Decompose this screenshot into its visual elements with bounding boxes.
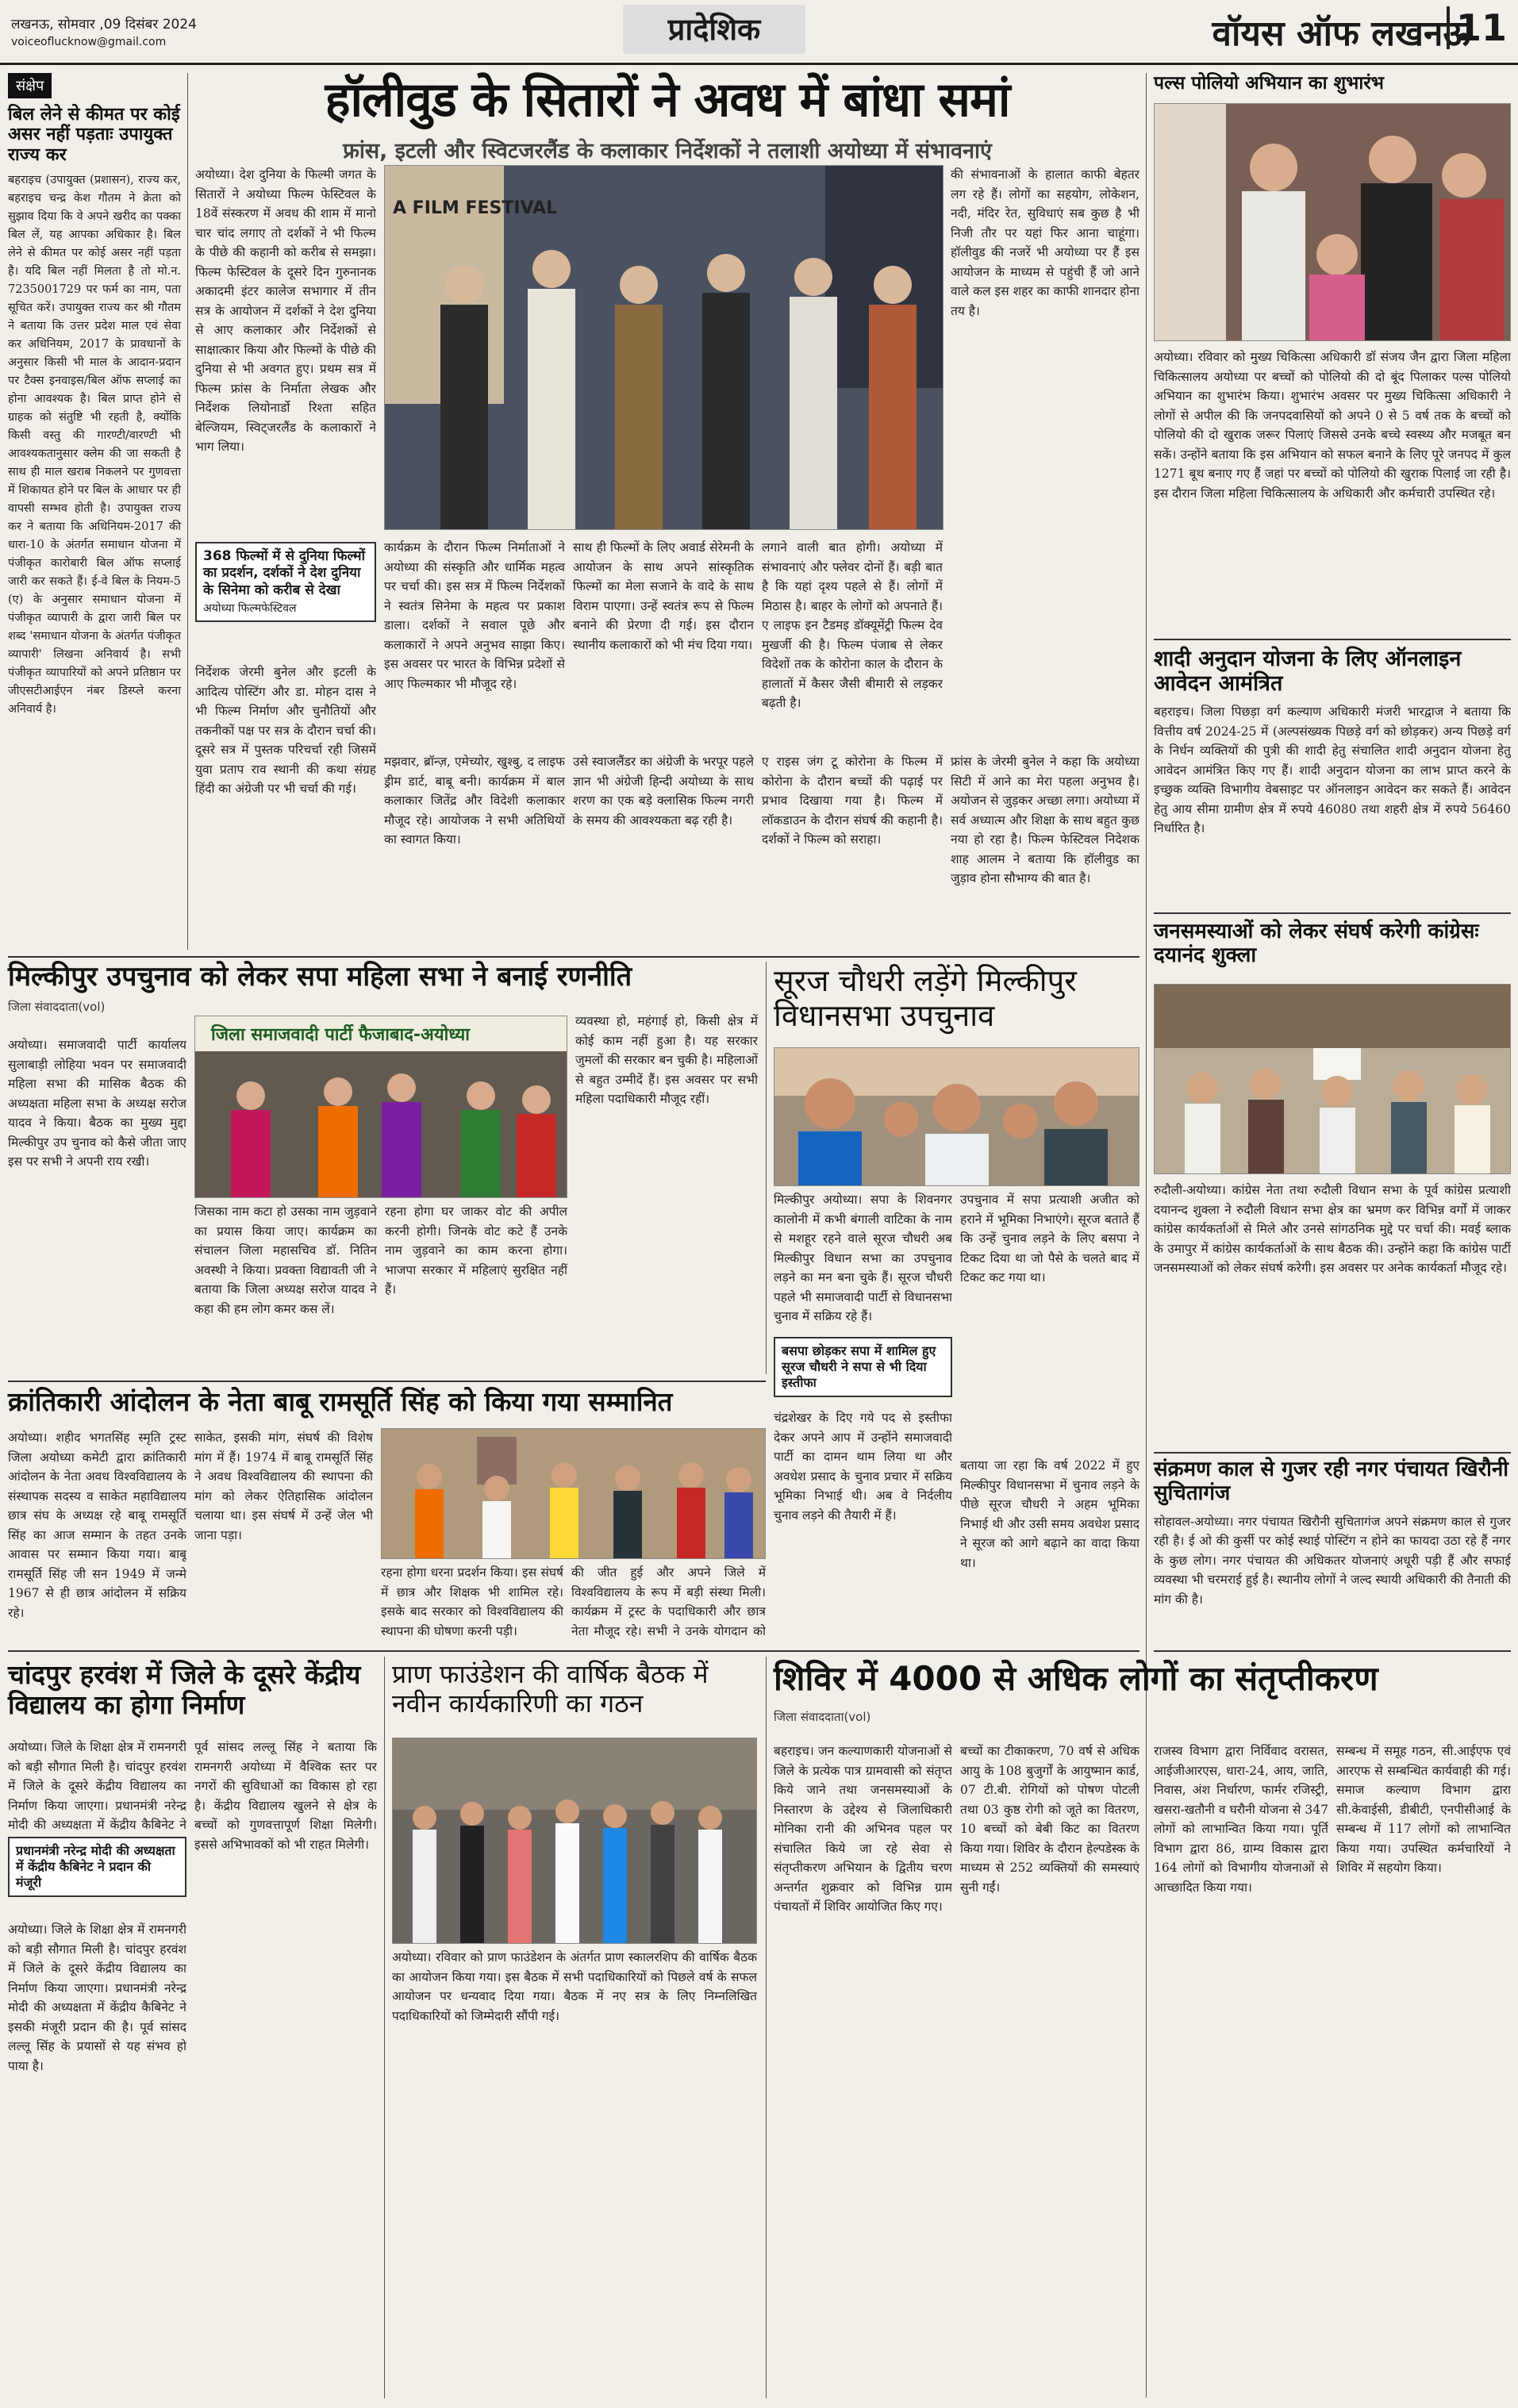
milkipur-sabha-byline: जिला संवाददाता(vol) — [8, 1000, 106, 1015]
sabha-banner-text: जिला समाजवादी पार्टी फैजाबाद-अयोध्या — [211, 1025, 471, 1045]
suraj-headline: सूरज चौधरी लड़ेंगे मिल्कीपुर विधानसभा उपचुनाव — [774, 963, 1077, 1033]
suraj-col2: उपचुनाव में सपा प्रत्याशी अजीत को हराने में भूमिका निभाएंगे। सूरज बताते हैं कि उन्हें चुनाव लड़ने के लिए बसपा ने टिकट दिया था जो पैसे के चलते बाद में टिकट कट गया था। — [960, 1192, 1139, 1285]
hollywood-col1b: निर्देशक जेरमी बुनेल और इटली के आदित्य पोस्टिंग और डा. मोहन दास ने भी फिल्म निर्माण और चुनौतियों और तकनीकों पक्ष पर सत्र के दौरान चर्चा की। दूसरे सत्र में पुस्तक परिचर्चा रही जिसमें युवा प्रताप राव स्थानी की कथा संग्रह हिंदी का अंग्रेजी पर भी चर्चा की गई। — [195, 665, 376, 796]
pran-story — [392, 1660, 761, 1719]
brief-title: बिल लेने से कीमत पर कोई असर नहीं पड़ताः उपायुक्त राज्य कर — [8, 105, 180, 165]
sabha-photo — [194, 1016, 567, 1198]
milkipur-sabha-col1: अयोध्या। समाजवादी पार्टी कार्यालय सुलाबाड़ी लोहिया भवन पर समाजवादी महिला सभा की मासिक बैठक की अध्यक्षता महिला सभा के अध्यक्ष सरोज यादव ने किया। बैठक का मुख्य मुद्दा मिल्कीपुर उप चुनाव को कैसे जीता जाए इस पर सभी ने अपनी राय रखी। — [8, 1038, 186, 1169]
shivir-byline: जिला संवाददाता(vol) — [774, 1710, 871, 1725]
suraj-callout: बसपा छोड़कर सपा में शामिल हुए सूरज चौधरी ने सपा से भी दिया इस्तीफा — [774, 1337, 952, 1397]
krantikari-col4: की जीत हुई और अपने जिले में विश्वविद्यालय के रूप में बड़ी संस्था मिली। कार्यक्रम में ट्रस्ट के पदाधिकारी और छात्र नेता मौजूद रहे। सभी ने उनके योगदान को — [571, 1565, 766, 1638]
krantikari-photo — [381, 1428, 766, 1559]
pran-headline: प्राण फाउंडेशन की वार्षिक बैठक में नवीन कार्यकारिणी का गठन — [392, 1659, 709, 1719]
krantikari-headline: क्रांतिकारी आंदोलन के नेता बाबू रामसूर्ति सिंह को किया गया सम्मानित — [8, 1386, 673, 1417]
milkipur-sabha-col4: व्यवस्था हो, महंगाई हो, किसी क्षेत्र में कोई काम नहीं हुआ है। यह सरकार जुमलों की सरकार बन चुकी है। महिलाओं से बहुत उम्मीदें हैं। इस अवसर पर सभी महिला पदाधिकारी मौजूद रहीं। — [575, 1014, 758, 1106]
brief-body: बहराइच (उपायुक्त (प्रशासन), राज्य कर, बहराइच चन्द्र केश गौतम ने क्रेता को सुझाव दिया कि वे अपने खरीद का पक्का बिल लें, यह आपका अधिकार है। बिल लेने से कीमत पर कोई असर नहीं पड़ता है। यदि बिल नहीं मिलता है तो मो.न. 7235001729 पर फर्म का नाम, पता सूचित करें। उपायुक्त राज्य कर श्री गौतम ने बताया कि उत्तर प्रदेश माल एवं सेवा कर अधिनियम, 2017 के प्रावधानों के अनुसार किसी भी माल के आदान-प्रदान पर टैक्स इनवाइस/बिल ऑफ सप्लाई का होना आवश्यक है। बिल प्राप्त होने से ग्राहक को संतुष्टि भी रहती है, क्योंकि किसी वस्तु की गारण्टी/वारण्टी भी आवश्यकतानुसार क्लेम की जा सकती है साथ ही माल खराब निकलने पर गुणवत्ता में शिकायत होने पर बिल के आधार पर ही वापसी सम्भव होती है। उपायुक्त राज्य कर ने बताया कि अधिनियम-2017 की धारा-10 के अंतर्गत समाधान योजना में पंजीकृत कारोबारी बिल ऑफ सप्लाई जारी कर सकते हैं। ई-वे बिल के नियम-5 (ए) के अनुसार समाधान योजना में पंजीकृत व्यापारी के द्वारा जारी बिल पर शब्द 'समाधान योजना के अंतर्गत पंजीकृत व्यापारी' लिखना अनिवार्य है। सभी पंजीकृत व्यापारियों को अपने प्रतिष्ठान पर जीएसटीआईएन नंबर डिस्प्ले करना अनिवार्य है। — [8, 173, 181, 716]
hollywood-col5: की संभावनाओं के हालात काफी बेहतर लग रहे हैं। लोगों का सहयोग, लोकेशन, नदी, मंदिर रेत, सुविधाएं सब कुछ है भी निजी तौर पर यहां फिर आना चाहूंगा। हॉलीवुड की नजरें भी अयोध्या पर हैं इस आयोजन के माध्यम से पहुंची हैं जो आने वाले कल इस शहर का काफी शानदार होना तय है। — [951, 167, 1139, 318]
page-number: 11 — [1447, 6, 1507, 49]
festival-photo — [384, 165, 943, 530]
shadi-title: शादी अनुदान योजना के लिए ऑनलाइन आवेदन आमंत्रित — [1154, 647, 1462, 697]
shivir-story — [774, 1660, 1512, 1725]
chandpur-story — [8, 1660, 377, 1720]
hollywood-col3: साथ ही फिल्मों के लिए अवार्ड सेरेमनी के आयोजन के साथ अपने सांस्कृतिक फिल्मों का मेला सजाने के वादे के साथ विराम पाएगा। उन्हें स्वतंत्र रूप से फिल्म बनाने की प्रेरणा दी गई। इस दौरान स्थानीय कलाकारों को भी मंच दिया गया। — [573, 540, 754, 652]
brand-name: वॉयस ऑफ लखनऊ — [1212, 13, 1470, 54]
jansamasya-body: रुदौली-अयोध्या। कांग्रेस नेता तथा रुदौली विधान सभा के पूर्व कांग्रेस प्रत्याशी दयानन्द शुक्ला ने रुदौली विधान सभा क्षेत्र का भ्रमण कर विभिन्न वर्गों में जाकर कांग्रेस कार्यकर्ताओं से मिले और उनसे सांगठनिक मुद्दे पर चर्चा की। मवई ब्लाक के उमापुर में कांग्रेस कार्यकर्ताओं के साथ बैठक की। उन्होंने कहा कि कांग्रेस पार्टी जनसमस्याओं को लेकर संघर्ष करेगी। इस अवसर पर अनेक कार्यकर्ता मौजूद रहे। — [1154, 1183, 1511, 1275]
krantikari-story — [8, 1387, 766, 1417]
hollywood-col2b: मझवार, ब्रॉन्ज़, एमेच्योर, खुश्बु, द लाइफ ड्रीम डार्ट, बाबू बनी। कार्यक्रम में बाल कलाकार जितेंद्र और विदेशी कलाकार मौजूद रहे। आयोजक ने सभी अतिथियों का स्वागत किया। — [384, 755, 565, 847]
pran-photo — [392, 1738, 757, 1944]
pran-col1: अयोध्या। रविवार को प्राण फाउंडेशन के अंतर्गत प्राण स्कालरशिप की वार्षिक बैठक का आयोजन किया गया। इस बैठक में सभी पदाधिकारियों को पिछले वर्ष के सफल आयोजन पर धन्यवाद दिया गया। बैठक में नए सत्र के लिए निम्नलिखित पदाधिकारियों को जिम्मेदारी सौंपी गई। — [392, 1950, 757, 2023]
krantikari-col3: रहना होगा धरना प्रदर्शन किया। इस संघर्ष में छात्र और शिक्षक भी शामिल रहे। इसके बाद सरकार को विश्वविद्यालय की स्थापना की घोषणा करनी पड़ी। — [381, 1565, 563, 1638]
milkipur-sabha-col3: रहना होगा घर जाकर वोट की अपील करनी होगी। जिनके वोट कटे हैं उनके नाम जुड़वाने का काम करना होगा। भाजपा सरकार में महिलाएं सुरक्षित नहीं हैं। — [385, 1204, 567, 1296]
krantikari-col1: अयोध्या। शहीद भगतसिंह स्मृति ट्रस्ट जिला अयोध्या कमेटी द्वारा क्रांतिकारी आंदोलन के नेता अवध विश्वविद्यालय के संस्थापक सदस्य व साकेत महाविद्यालय छात्र संघ के अध्यक्ष रहे बाबू रामसूर्ति सिंह का आज सम्मान के तहत उनके आवास पर सम्मान किया गया। बाबू रामसूर्ति सिंह जी सन 1949 में जन्मे 1967 से ही छात्र आंदोलन में सक्रिय रहे। — [8, 1431, 186, 1620]
contact-email[interactable]: voiceoflucknow@gmail.com — [11, 36, 167, 48]
polio-photo — [1154, 103, 1511, 341]
hollywood-subhead: फ्रांस, इटली और स्विटजरलैंड के कलाकार निर्देशकों ने तलाशी अयोध्या में संभावनाएं — [343, 139, 992, 163]
sankraman-body: सोहावल-अयोध्या। नगर पंचायत खिरौनी सुचितागंज अपने संक्रमण काल से गुजर रही है। ई ओ की कुर्सी पर कोई स्थाई पोस्टिंग न होने का फायदा उठा रहे हैं नगर के कुछ लोग। नगर पंचायत की अधिकतर योजनाएं अधूरी पड़ी हैं और सफाई व्यवस्था भी चरमराई हुई है। स्थानीय लोगों ने जल्द स्थायी अधिकारी की तैनाती की मांग की है। — [1154, 1514, 1511, 1607]
jansamasya-story — [1154, 920, 1511, 968]
photo-banner-text: A FILM FESTIVAL — [393, 198, 558, 218]
hollywood-col2: कार्यक्रम के दौरान फिल्म निर्माताओं ने अयोध्या की संस्कृति और धार्मिक महत्व पर चर्चा की। इस सत्र में फिल्म निर्देशकों ने स्वतंत्र सिनेमा के महत्व पर प्रकाश डाला। दर्शकों ने सवाल पूछे और कलाकारों ने अपने अनुभव साझा किए। इस अवसर पर भारत के विभिन्न प्रदेशों से आए फिल्मकार भी मौजूद रहे। — [384, 540, 565, 691]
hollywood-col4b: ए राइस जंग टू कोरोना के फिल्म में कोरोना के दौरान बच्चों की पढ़ाई पर प्रभाव दिखाया गया है। फिल्म में लॉकडाउन के दौरान संघर्ष की कहानी है। दर्शकों ने फिल्म को सराहा। — [762, 755, 943, 847]
hollywood-col4: लगाने वाली बात होगी। अयोध्या में संभावनाएं और फ्लेवर दोनों हैं। बड़ी बात है कि यहां दृश्य पहले से हैं। लोगों में मिठास है। बाहर के लोगों को अपनाते हैं। ए लाइफ इन टैडमइ डॉक्यूमेंट्री फिल्म देव मुखर्जी की है। फिल्म पंजाब से लेकर विदेशों तक के कोरोना काल के दौरान के हालातों में कैसर जैसी बीमारी से लड़कर बढ़ती है। — [762, 540, 943, 710]
masthead — [0, 0, 1518, 65]
callout-text: 368 फिल्मों में से दुनिया फिल्मों का प्रदर्शन, दर्शकों ने देश दुनिया के सिनेमा को करीब से देखा — [203, 548, 366, 598]
brief-column — [8, 73, 181, 950]
jansamasya-title: जनसमस्याओं को लेकर संघर्ष करेगी कांग्रेसः दयानंद शुक्ला — [1154, 920, 1479, 967]
hollywood-col1: अयोध्या। देश दुनिया के फिल्मी जगत के सितारों ने अयोध्या फिल्म फेस्टिवल के 18वें संस्करण में अवध की शाम में मानो चार चांद लगाए तो दर्शकों ने भी फिल्म के पीछे की कहानी को करीब से समझा। फिल्म फेस्टिवल के दूसरे दिन गुरुनानक अकादमी इंटर कालेज सभागार में तीन सत्र के आयोजन में दर्शकों ने देश दुनिया से आए कलाकार और निर्देशकों से साक्षात्कार किया और फिल्मों के पीछे की दुनिया से भी अवगत हुए। प्रथम सत्र में फिल्म फ्रांस के निर्माता लेखक और निर्देशक लियोनार्डो रिश्ता सहित बेल्जियम, स्विट्जरलैंड के कलाकारों ने भाग लिया। — [195, 167, 376, 454]
chandpur-headline: चांदपुर हरवंश में जिले के दूसरे केंद्रीय विद्यालय का होगा निर्माण — [8, 1659, 361, 1720]
milkipur-sabha-headline: मिल्कीपुर उपचुनाव को लेकर सपा महिला सभा ने बनाई रणनीति — [8, 961, 632, 993]
chandpur-callout: प्रधानमंत्री नरेन्द्र मोदी की अध्यक्षता में केंद्रीय कैबिनेट ने प्रदान की मंजूरी — [8, 1837, 186, 1897]
shivir-headline: शिविर में 4000 से अधिक लोगों का संतृप्तीकरण — [774, 1659, 1378, 1698]
callout-byline: अयोध्या फिल्मफेस्टिवल — [203, 601, 297, 615]
polio-body: अयोध्या। रविवार को मुख्य चिकित्सा अधिकारी डॉ संजय जैन द्वारा जिला महिला चिकित्सालय अयोध्या पर बच्चों को पोलियो की दो बूंद पिलाकर पल्स पोलियो अभियान का शुभारंभ किया। शुभारंभ अवसर पर मुख्य चिकित्सा अधिकारी ने लोगों से अपील की कि जनपदवासियों को अपने 0 से 5 वर्ष तक के बच्चों को पोलियो की दो खुराक जरूर पिलाएं जिससे उनके बच्चे स्वस्थ्य और मजबूत बन सकें। उन्होंने बताया कि इस अभियान को सफल बनाने के लिए पूरे जनपद में कुल 1271 बूथ बनाए गए हैं जहां पर बच्चों को पोलियो की खुराक पिलाई जा रही है। इस दौरान जिला महिला चिकित्सालय के अधिकारी और कर्मचारी उपस्थित रहे। — [1154, 350, 1511, 501]
shadi-story — [1154, 647, 1511, 901]
polio-title: पल्स पोलियो अभियान का शुभारंभ — [1154, 73, 1384, 94]
jansamasya-photo — [1154, 984, 1511, 1174]
shivir-col3: राजस्व विभाग द्वारा निर्विवाद वरासत, आईजीआरएस, धारा-24, आय, जाति, निवास, अंश निर्धारण, फार्मर रजिस्ट्री, खसरा-खतौनी व घरौनी योजना से 347 लोगों को लाभान्वित किया गया। पूर्ति विभाग द्वारा 86, ग्राम्य विकास द्वारा 164 लोगों को विभागीय योजनाओं से आच्छादित किया गया। — [1154, 1744, 1328, 1895]
hollywood-col5b: फ्रांस के जेरमी बुनेल ने कहा कि अयोध्या सिटी में आने का मेरा पहला अनुभव है। अयोजन से जुड़कर अच्छा लगा। अयोध्या में सर्व अध्यात्म और शिक्षा के साथ बहुत कुछ नया हो रहा है। फिल्म फेस्टिवल निदेशक शाह आलम ने बताया कि हॉलीवुड का जुड़ाव होना सौभाग्य की बात है। — [951, 755, 1139, 885]
hollywood-headline: हॉलीवुड के सितारों ने अवध में बांधा समां — [325, 72, 1010, 128]
sankraman-title: संक्रमण काल से गुजर रही नगर पंचायत खिरौनी सुचितागंज — [1154, 1457, 1509, 1505]
hollywood-callout — [195, 542, 376, 622]
shivir-col1: बहराइच। जन कल्याणकारी योजनाओं से जिले के प्रत्येक पात्र ग्रामवासी को संतृप्त किये जाने तथा जनसमस्याओं के निस्तारण के उद्देश्य से जिलाधिकारी मोनिका रानी की अभिनव पहल पर संचालित किये जा रहे सेवा से संतृप्तीकरण अभियान के द्वितीय चरण अन्तर्गत शुक्रवार को विभिन्न ग्राम पंचायतों में शिविर आयोजित किए गए। — [774, 1744, 952, 1914]
suraj-col1: मिल्कीपुर अयोध्या। सपा के शिवनगर कालोनी में कभी बंगाली वाटिका के नाम से मशहूर रहने वाले सूरज चौधरी अब मिल्कीपुर विधान सभा का उपचुनाव लड़ने का मन बना चुके हैं। सूरज चौधरी पहले भी समाजवादी पार्टी से विधानसभा चुनाव में सक्रिय रहे हैं। — [774, 1192, 952, 1323]
chandpur-col2: पूर्व सांसद लल्लू सिंह ने बताया कि रामनगरी अयोध्या में वैश्विक स्तर पर नगरों की सुविधाओं का विकास हो रहा है। केंद्रीय विद्यालय खुलने से क्षेत्र के बच्चों को गुणवत्तापूर्ण शिक्षा मिलेगी। इससे अभिभावकों को भी राहत मिलेगी। — [194, 1740, 377, 1852]
suraj-story — [774, 964, 1139, 1033]
shadi-body: बहराइच। जिला पिछड़ा वर्ग कल्याण अधिकारी मंजरी भारद्वाज ने बताया कि वित्तीय वर्ष 2024-25 में (अल्पसंख्यक पिछड़े वर्ग को छोड़कर) अन्य पिछड़े वर्ग के निर्धन व्यक्तियों की पुत्री की शादी हेतु संचालित शादी अनुदान योजना हेतु आवेदन आमंत्रित किए गए हैं। शादी अनुदान योजना का लाभ प्राप्त करने के इच्छुक व्यक्ति विभागीय वेबसाइट पर ऑनलाइन आवेदन कर सकते हैं। आवेदन हेतु आय सीमा ग्रामीण क्षेत्र में रुपये 46080 तथा शहरी क्षेत्र में रुपये 56460 निर्धारित है। — [1154, 705, 1511, 836]
section-label: प्रादेशिक — [623, 5, 805, 54]
milkipur-sabha-story — [8, 962, 766, 1015]
chandpur-col1: अयोध्या। जिले के शिक्षा क्षेत्र में रामनगरी को बड़ी सौगात मिली है। चांदपुर हरवंश में जिले के दूसरे केंद्रीय विद्यालय का निर्माण किया जाएगा। प्रधानमंत्री नरेन्द्र मोदी की अध्यक्षता में केंद्रीय कैबिनेट ने — [8, 1740, 186, 1832]
chandpur-col1b: अयोध्या। जिले के शिक्षा क्षेत्र में रामनगरी को बड़ी सौगात मिली है। चांदपुर हरवंश में जिले के दूसरे केंद्रीय विद्यालय का निर्माण किया जाएगा। प्रधानमंत्री नरेन्द्र मोदी की अध्यक्षता में केंद्रीय कैबिनेट ने इसकी मंजूरी प्रदान की है। पूर्व सांसद लल्लू सिंह के प्रयासों से यह संभव हो पाया है। — [8, 1922, 186, 2073]
hollywood-col3b: उसे स्वाजलैंडर का अंग्रेजी के भरपूर पहले ज्ञान भी अंग्रेजी हिन्दी अयोध्या के साथ शरण का एक बड़े क्लासिक फिल्म नगरी के समय की आवश्यकता बढ़ रही है। — [573, 755, 754, 828]
polio-story — [1154, 73, 1511, 94]
brief-tag: संक्षेप — [8, 73, 52, 98]
suraj-photo — [774, 1047, 1139, 1186]
suraj-col1b: चंद्रशेखर के दिए गये पद से इस्तीफा देकर अपने आप में उन्होंने समाजवादी पार्टी का दामन थाम लिया था और अवधेश प्रसाद के चुनाव प्रचार में सक्रिय भूमिका निभाई थी। अब वे निर्दलीय चुनाव लड़ने की तैयारी में हैं। — [774, 1411, 952, 1523]
issue-date: लखनऊ, सोमवार ,09 दिसंबर 2024 — [11, 17, 197, 33]
sankraman-story — [1154, 1458, 1511, 1683]
suraj-col2b: बताया जा रहा कि वर्ष 2022 में हुए मिल्कीपुर विधानसभा में चुनाव लड़ने के पीछे सूरज चौधरी ने अहम भूमिका निभाई थी और उसी समय अवधेश प्रसाद ने सूरज को आगे बढ़ाने का वादा किया था। — [960, 1458, 1139, 1570]
shivir-col2: बच्चों का टीकाकरण, 70 वर्ष से अधिक आयु के 108 बुजुर्गों के आयुष्मान कार्ड, 07 टी.बी. रोगियों को पोषण पोटली तथा 03 कुष्ठ रोगी को जूते का वितरण, 10 बच्चों को बेबी किट का वितरण किया गया। शिविर के दौरान हेल्पडेस्क के माध्यम से 252 व्यक्तियों की समस्याएं सुनी गईं। — [960, 1744, 1139, 1895]
krantikari-col2: साकेत, इसकी मांग, संघर्ष की विशेष मांग में हैं। 1974 में बाबू रामसूर्ति सिंह ने अवध विश्वविद्यालय की स्थापना की मांग को लेकर ऐतिहासिक आंदोलन चलाया था। इस संघर्ष में उन्हें जेल भी जाना पड़ा। — [194, 1431, 373, 1542]
shivir-col4: सम्बन्ध में समूह गठन, सी.आईएफ एवं आरएफ से सम्बन्धित कार्यवाही की गई। समाज कल्याण विभाग द्वारा सी.केवाईसी, डीबीटी, एनपीसीआई के सम्बन्ध में 117 लोगों को लाभान्वित किया गया। उपस्थित कर्मचारियों ने शिविर में सहयोग किया। — [1336, 1744, 1511, 1875]
milkipur-sabha-col2: जिसका नाम कटा हो उसका नाम जुड़वाने का प्रयास किया जाए। कार्यक्रम का संचालन जिला महासचिव डॉ. नितिन अवस्थी ने किया। प्रवक्ता विद्यावती जी ने बताया कि जिला अध्यक्ष सरोज यादव ने कहा की हम लोग कमर कस लें। — [194, 1204, 377, 1316]
